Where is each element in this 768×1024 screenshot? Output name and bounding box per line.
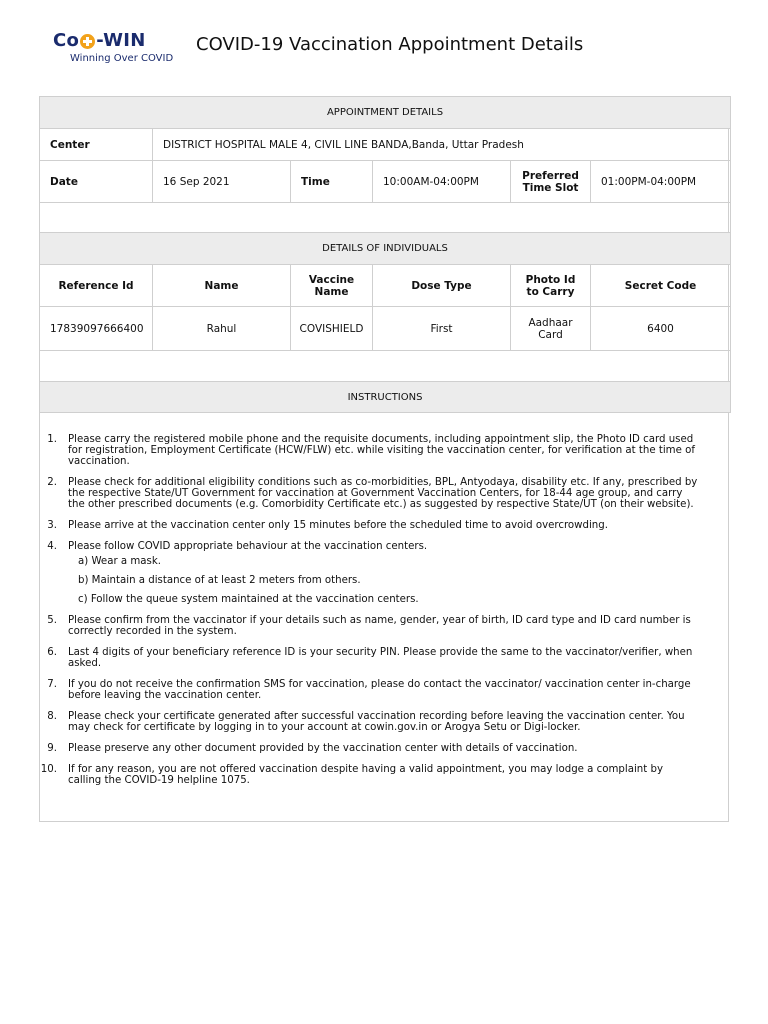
col-vaccine-name: Vaccine Name [291,265,373,307]
instructions-list [39,434,729,796]
vaccine-name-cell: COVISHIELD [291,307,373,351]
page-header [0,0,768,96]
table-row [40,307,731,351]
secret-code-cell: 6400 [591,307,731,351]
col-secret-code: Secret Code [591,265,731,307]
list-item: 4. Please follow COVID appropriate behaviour at the vaccination centers. a) Wear a mask. b) Maintain a distance of at least 2 meters from others. c) Follow the queue system maintained at the vaccination centers. [39,541,729,605]
col-reference-id: Reference Id [40,265,153,307]
individuals-header-row [40,265,731,307]
reference-id-cell: 17839097666400 [40,307,153,351]
col-photo-id: Photo Id to Carry [511,265,591,307]
list-item: 8. Please check your certificate generated after successful vaccination recording before leaving the vaccination center. You may check for certificate by logging in to your account at cowin.gov.in or Arogya Setu or Digi-locker. [47,711,685,733]
appointment-heading: APPOINTMENT DETAILS [40,97,731,129]
photo-id-cell: Aadhaar Card [511,307,591,351]
list-item: 5. Please confirm from the vaccinator if your details such as name, gender, year of birth, ID card type and ID card number is correctly recorded in the system. [47,615,691,637]
list-item: 9. Please preserve any other document provided by the vaccination center with details of vaccination. [47,743,578,754]
individuals-heading: DETAILS OF INDIVIDUALS [40,233,731,265]
sub-item: c) Follow the queue system maintained at the vaccination centers. [78,594,419,605]
logo-wordmark [53,30,183,52]
name-cell: Rahul [153,307,291,351]
list-item: 10. If for any reason, you are not offered vaccination despite having a valid appointment, you may lodge a complaint by calling the COVID-19 helpline 1075. [40,764,663,786]
logo-tagline: Winning Over COVID [70,53,174,64]
time-label: Time [291,161,373,203]
plus-icon [80,34,95,49]
dose-type-cell: First [373,307,511,351]
appointment-table [39,96,731,413]
date-time-row [40,161,731,203]
center-value: DISTRICT HOSPITAL MALE 4, CIVIL LINE BANDA,Banda, Uttar Pradesh [153,129,731,161]
document-title: COVID-19 Vaccination Appointment Details [196,34,584,55]
col-name: Name [153,265,291,307]
sub-item: b) Maintain a distance of at least 2 meters from others. [78,575,361,586]
appointment-heading-row [40,97,731,129]
preferred-slot-label: Preferred Time Slot [511,161,591,203]
list-item: 7. If you do not receive the confirmation SMS for vaccination, please do contact the vaccinator/ vaccination center in-charge before leaving the vaccination center. [47,679,691,701]
col-dose-type: Dose Type [373,265,511,307]
list-item: 6. Last 4 digits of your beneficiary reference ID is your security PIN. Please provide the same to the vaccinator/verifier, when asked. [47,647,693,669]
sub-list [78,556,699,605]
logo-text-co: Co [53,30,80,51]
center-row [40,129,731,161]
instructions-heading: INSTRUCTIONS [40,382,731,413]
individuals-heading-row [40,233,731,265]
sub-item: a) Wear a mask. [78,556,161,567]
list-item: 2. Please check for additional eligibility conditions such as co-morbidities, BPL, Antyodaya, disability etc. If any, prescribed by the respective State/UT Government for vaccination at Government Vaccination Centers, for 18-44 age group, and carry the other prescribed documents (e.g. Comorbidity Certificate etc.) as suggested by respective State/UT (on their website). [47,477,698,510]
center-label: Center [40,129,153,161]
date-label: Date [40,161,153,203]
preferred-slot-value: 01:00PM-04:00PM [591,161,731,203]
cowin-logo [53,30,183,70]
list-item: 1. Please carry the registered mobile phone and the requisite documents, including appointment slip, the Photo ID card used for registration, Employment Certificate (HCW/FLW) etc. while visiting the vaccination center, for verification at the time of vaccination. [47,434,695,467]
spacer-row [40,203,731,233]
instructions-heading-row [40,382,731,413]
spacer-row [40,351,731,382]
list-item: 3. Please arrive at the vaccination center only 15 minutes before the scheduled time to avoid overcrowding. [47,520,608,531]
time-value: 10:00AM-04:00PM [373,161,511,203]
date-value: 16 Sep 2021 [153,161,291,203]
logo-text-win: -WIN [96,30,146,51]
